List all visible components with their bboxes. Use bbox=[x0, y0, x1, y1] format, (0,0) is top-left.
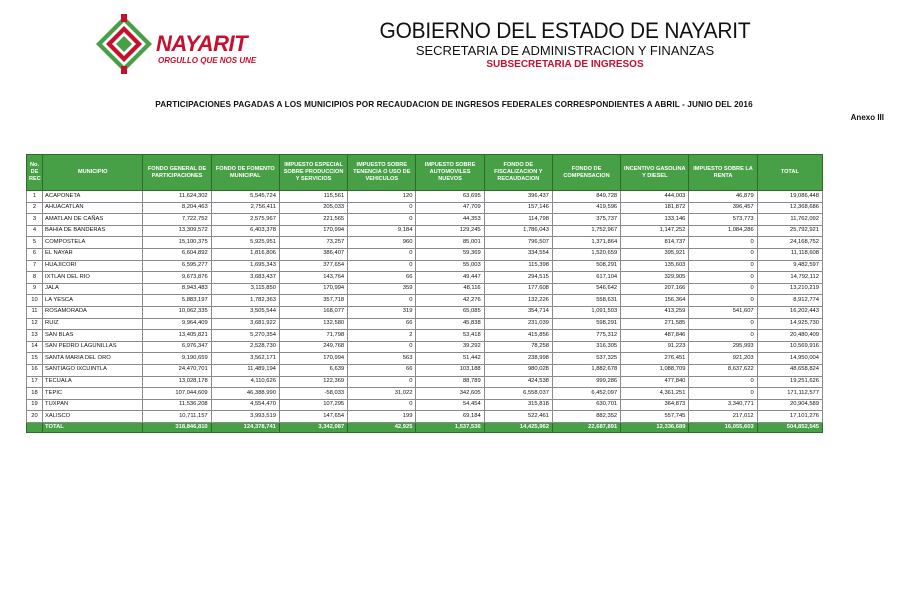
amount-cell: 396,437 bbox=[484, 191, 552, 203]
amount-cell: 1,782,363 bbox=[211, 295, 279, 307]
amount-cell: 53,418 bbox=[416, 330, 484, 342]
table-row bbox=[27, 341, 823, 353]
amount-cell: 882,352 bbox=[552, 411, 620, 423]
amount-cell: 44,353 bbox=[416, 214, 484, 226]
amount-cell: 0 bbox=[348, 341, 416, 353]
amount-cell: 168,077 bbox=[279, 306, 347, 318]
table-row bbox=[27, 260, 823, 272]
row-number-cell: 8 bbox=[27, 272, 43, 284]
amount-cell: 42,276 bbox=[416, 295, 484, 307]
amount-cell: 65,085 bbox=[416, 306, 484, 318]
amount-cell: 181,872 bbox=[621, 202, 689, 214]
amount-cell: 375,737 bbox=[552, 214, 620, 226]
amount-cell: 20,904,589 bbox=[757, 399, 822, 411]
amount-cell: 107,044,609 bbox=[143, 388, 211, 400]
amount-cell: 103,188 bbox=[416, 364, 484, 376]
amount-cell: 15,100,375 bbox=[143, 237, 211, 249]
nayarit-logo bbox=[94, 14, 284, 74]
column-header: INCENTIVO GASOLINA Y DIESEL bbox=[621, 155, 689, 191]
amount-cell: 522,461 bbox=[484, 411, 552, 423]
amount-cell: 775,312 bbox=[552, 330, 620, 342]
municipality-cell: XALISCO bbox=[43, 411, 143, 423]
amount-cell: 318,846,810 bbox=[143, 422, 211, 432]
table-row bbox=[27, 306, 823, 318]
column-header: FONDO DE COMPENSACION bbox=[552, 155, 620, 191]
amount-cell: 66 bbox=[348, 272, 416, 284]
amount-cell: 54,454 bbox=[416, 399, 484, 411]
amount-cell: 205,033 bbox=[279, 202, 347, 214]
total-row bbox=[27, 422, 823, 432]
table-row bbox=[27, 283, 823, 295]
amount-cell: 73,257 bbox=[279, 237, 347, 249]
column-header: FONDO DE FOMENTO MUNICIPAL bbox=[211, 155, 279, 191]
amount-cell: 357,718 bbox=[279, 295, 347, 307]
amount-cell: 217,012 bbox=[689, 411, 757, 423]
amount-cell: 2 bbox=[348, 330, 416, 342]
amount-cell: 364,873 bbox=[621, 399, 689, 411]
amount-cell: 11,118,608 bbox=[757, 248, 822, 260]
amount-cell: 316,305 bbox=[552, 341, 620, 353]
amount-cell: 231,039 bbox=[484, 318, 552, 330]
amount-cell: 1,695,343 bbox=[211, 260, 279, 272]
row-number-cell: 17 bbox=[27, 376, 43, 388]
amount-cell: 24,168,752 bbox=[757, 237, 822, 249]
amount-cell: 0 bbox=[348, 376, 416, 388]
table-row bbox=[27, 214, 823, 226]
municipality-cell: HUAJICORI bbox=[43, 260, 143, 272]
amount-cell: 114,798 bbox=[484, 214, 552, 226]
row-number-cell: 2 bbox=[27, 202, 43, 214]
row-number-cell: 11 bbox=[27, 306, 43, 318]
table-row bbox=[27, 191, 823, 203]
amount-cell: 115,561 bbox=[279, 191, 347, 203]
row-number-cell: 18 bbox=[27, 388, 43, 400]
amount-cell: 4,361,251 bbox=[621, 388, 689, 400]
amount-cell: 11,762,092 bbox=[757, 214, 822, 226]
amount-cell: 124,378,741 bbox=[211, 422, 279, 432]
amount-cell: 3,683,437 bbox=[211, 272, 279, 284]
amount-cell: 22,687,891 bbox=[552, 422, 620, 432]
amount-cell: 47,709 bbox=[416, 202, 484, 214]
amount-cell: 487,846 bbox=[621, 330, 689, 342]
amount-cell: 573,773 bbox=[689, 214, 757, 226]
amount-cell: 1,537,536 bbox=[416, 422, 484, 432]
table-row bbox=[27, 399, 823, 411]
amount-cell: 319 bbox=[348, 306, 416, 318]
amount-cell: 19,086,448 bbox=[757, 191, 822, 203]
amount-cell: 7,722,752 bbox=[143, 214, 211, 226]
amount-cell: 334,554 bbox=[484, 248, 552, 260]
amount-cell: 921,203 bbox=[689, 353, 757, 365]
amount-cell: 14,425,962 bbox=[484, 422, 552, 432]
amount-cell: 12,368,686 bbox=[757, 202, 822, 214]
amount-cell: 143,764 bbox=[279, 272, 347, 284]
amount-cell: 8,912,774 bbox=[757, 295, 822, 307]
amount-cell: 78,258 bbox=[484, 341, 552, 353]
amount-cell: 11,624,302 bbox=[143, 191, 211, 203]
amount-cell: 132,226 bbox=[484, 295, 552, 307]
amount-cell: 11,536,208 bbox=[143, 399, 211, 411]
amount-cell: 508,291 bbox=[552, 260, 620, 272]
amount-cell: 424,538 bbox=[484, 376, 552, 388]
amount-cell: 563 bbox=[348, 353, 416, 365]
amount-cell: 849,728 bbox=[552, 191, 620, 203]
amount-cell: 1,786,043 bbox=[484, 225, 552, 237]
column-header: IMPUESTO SOBRE LA RENTA bbox=[689, 155, 757, 191]
table-row bbox=[27, 330, 823, 342]
amount-cell: 147,654 bbox=[279, 411, 347, 423]
row-number-cell bbox=[27, 422, 43, 432]
amount-cell: 59,369 bbox=[416, 248, 484, 260]
amount-cell: 199 bbox=[348, 411, 416, 423]
table-row bbox=[27, 376, 823, 388]
municipality-cell: TUXPAN bbox=[43, 399, 143, 411]
amount-cell: 11,489,194 bbox=[211, 364, 279, 376]
amount-cell: 0 bbox=[689, 248, 757, 260]
row-number-cell: 19 bbox=[27, 399, 43, 411]
amount-cell: 3,562,171 bbox=[211, 353, 279, 365]
page-subtitle: SECRETARIA DE ADMINISTRACION Y FINANZAS bbox=[415, 43, 715, 58]
amount-cell: 271,585 bbox=[621, 318, 689, 330]
municipality-cell: SAN BLAS bbox=[43, 330, 143, 342]
amount-cell: 5,545,724 bbox=[211, 191, 279, 203]
amount-cell: 1,371,864 bbox=[552, 237, 620, 249]
amount-cell: 960 bbox=[348, 237, 416, 249]
column-header: IMPUESTO SOBRE AUTOMOVILES NUEVOS bbox=[416, 155, 484, 191]
municipality-cell: JALA bbox=[43, 283, 143, 295]
amount-cell: 66 bbox=[348, 318, 416, 330]
page-subtitle-secondary: SUBSECRETARIA DE INGRESOS bbox=[486, 59, 644, 70]
column-header: FONDO GENERAL DE PARTICIPACIONES bbox=[143, 155, 211, 191]
amount-cell: 0 bbox=[689, 376, 757, 388]
municipality-cell: COMPOSTELA bbox=[43, 237, 143, 249]
amount-cell: 8,637,622 bbox=[689, 364, 757, 376]
amount-cell: 3,681,922 bbox=[211, 318, 279, 330]
row-number-cell: 16 bbox=[27, 364, 43, 376]
amount-cell: 8,943,483 bbox=[143, 283, 211, 295]
amount-cell: 48,658,824 bbox=[757, 364, 822, 376]
amount-cell: 207,166 bbox=[621, 283, 689, 295]
row-number-cell: 3 bbox=[27, 214, 43, 226]
amount-cell: 395,921 bbox=[621, 248, 689, 260]
column-header: MUNICIPIO bbox=[43, 155, 143, 191]
table-row bbox=[27, 388, 823, 400]
amount-cell: 1,091,503 bbox=[552, 306, 620, 318]
amount-cell: 14,950,004 bbox=[757, 353, 822, 365]
row-number-cell: 13 bbox=[27, 330, 43, 342]
amount-cell: 91,223 bbox=[621, 341, 689, 353]
municipality-cell: RUIZ bbox=[43, 318, 143, 330]
brand-name: NAYARIT bbox=[156, 31, 248, 56]
amount-cell: 3,115,850 bbox=[211, 283, 279, 295]
amount-cell: 294,515 bbox=[484, 272, 552, 284]
row-number-cell: 5 bbox=[27, 237, 43, 249]
brand-slogan: ORGULLO QUE NOS UNE bbox=[158, 56, 257, 65]
amount-cell: 558,631 bbox=[552, 295, 620, 307]
column-header: IMPUESTO ESPECIAL SOBRE PRODUCCION Y SERVICIOS bbox=[279, 155, 347, 191]
amount-cell: 1,882,678 bbox=[552, 364, 620, 376]
amount-cell: 49,447 bbox=[416, 272, 484, 284]
amount-cell: 617,104 bbox=[552, 272, 620, 284]
amount-cell: 16,202,443 bbox=[757, 306, 822, 318]
amount-cell: 0 bbox=[348, 260, 416, 272]
amount-cell: 17,101,276 bbox=[757, 411, 822, 423]
amount-cell: 315,818 bbox=[484, 399, 552, 411]
municipality-cell: SAN PEDRO LAGUNILLAS bbox=[43, 341, 143, 353]
amount-cell: 9,190,659 bbox=[143, 353, 211, 365]
amount-cell: 9,184 bbox=[348, 225, 416, 237]
amount-cell: 13,405,821 bbox=[143, 330, 211, 342]
amount-cell: -58,033 bbox=[279, 388, 347, 400]
municipality-cell: TEPIC bbox=[43, 388, 143, 400]
amount-cell: 129,245 bbox=[416, 225, 484, 237]
amount-cell: 238,998 bbox=[484, 353, 552, 365]
amount-cell: 814,737 bbox=[621, 237, 689, 249]
document-header bbox=[300, 18, 830, 70]
amount-cell: 2,528,730 bbox=[211, 341, 279, 353]
municipality-cell: IXTLAN DEL RIO bbox=[43, 272, 143, 284]
municipality-cell: ACAPONETA bbox=[43, 191, 143, 203]
amount-cell: 25,792,921 bbox=[757, 225, 822, 237]
amount-cell: 354,714 bbox=[484, 306, 552, 318]
amount-cell: 115,398 bbox=[484, 260, 552, 272]
column-header: No. DE REC bbox=[27, 155, 43, 191]
page-title: GOBIERNO DEL ESTADO DE NAYARIT bbox=[379, 18, 751, 43]
municipality-cell: BAHIA DE BANDERAS bbox=[43, 225, 143, 237]
table-row bbox=[27, 295, 823, 307]
participations-table bbox=[26, 154, 823, 433]
amount-cell: 157,146 bbox=[484, 202, 552, 214]
amount-cell: 0 bbox=[348, 202, 416, 214]
table-row bbox=[27, 237, 823, 249]
report-title: PARTICIPACIONES PAGADAS A LOS MUNICIPIOS POR RECAUDACION DE INGRESOS FEDERALES CORRESPONDIENTES A ABRIL - JUNIO DEL 2016 bbox=[155, 100, 753, 109]
column-header: IMPUESTO SOBRE TENENCIA O USO DE VEHICULOS bbox=[348, 155, 416, 191]
amount-cell: 6,403,378 bbox=[211, 225, 279, 237]
amount-cell: 66 bbox=[348, 364, 416, 376]
header-row bbox=[27, 155, 823, 191]
row-number-cell: 15 bbox=[27, 353, 43, 365]
municipality-cell: AMATLAN DE CAÑAS bbox=[43, 214, 143, 226]
amount-cell: 13,028,178 bbox=[143, 376, 211, 388]
amount-cell: 3,342,087 bbox=[279, 422, 347, 432]
municipality-cell: SANTIAGO IXCUINTLA bbox=[43, 364, 143, 376]
amount-cell: 419,596 bbox=[552, 202, 620, 214]
amount-cell: 2,575,967 bbox=[211, 214, 279, 226]
amount-cell: 14,792,112 bbox=[757, 272, 822, 284]
amount-cell: 276,451 bbox=[621, 353, 689, 365]
amount-cell: 504,852,545 bbox=[757, 422, 822, 432]
amount-cell: 4,110,626 bbox=[211, 376, 279, 388]
amount-cell: 0 bbox=[348, 248, 416, 260]
table-row bbox=[27, 225, 823, 237]
amount-cell: 71,798 bbox=[279, 330, 347, 342]
amount-cell: 156,364 bbox=[621, 295, 689, 307]
amount-cell: 133,146 bbox=[621, 214, 689, 226]
row-number-cell: 14 bbox=[27, 341, 43, 353]
amount-cell: 171,112,577 bbox=[757, 388, 822, 400]
amount-cell: 63,695 bbox=[416, 191, 484, 203]
amount-cell: 0 bbox=[689, 260, 757, 272]
amount-cell: 1,752,967 bbox=[552, 225, 620, 237]
municipality-cell: LA YESCA bbox=[43, 295, 143, 307]
amount-cell: 46,388,990 bbox=[211, 388, 279, 400]
amount-cell: 0 bbox=[689, 330, 757, 342]
amount-cell: 9,673,876 bbox=[143, 272, 211, 284]
amount-cell: 386,407 bbox=[279, 248, 347, 260]
amount-cell: 9,482,597 bbox=[757, 260, 822, 272]
amount-cell: 10,711,157 bbox=[143, 411, 211, 423]
amount-cell: 170,994 bbox=[279, 353, 347, 365]
amount-cell: 45,838 bbox=[416, 318, 484, 330]
amount-cell: 557,745 bbox=[621, 411, 689, 423]
amount-cell: 0 bbox=[689, 283, 757, 295]
amount-cell: 546,642 bbox=[552, 283, 620, 295]
amount-cell: 1,520,659 bbox=[552, 248, 620, 260]
amount-cell: 329,905 bbox=[621, 272, 689, 284]
amount-cell: 10,062,335 bbox=[143, 306, 211, 318]
amount-cell: 39,292 bbox=[416, 341, 484, 353]
amount-cell: 0 bbox=[689, 272, 757, 284]
table-row bbox=[27, 248, 823, 260]
amount-cell: 6,452,097 bbox=[552, 388, 620, 400]
amount-cell: 9,964,409 bbox=[143, 318, 211, 330]
row-number-cell: 1 bbox=[27, 191, 43, 203]
amount-cell: 120 bbox=[348, 191, 416, 203]
column-header: FONDO DE FISCALIZACION Y RECAUDACION bbox=[484, 155, 552, 191]
amount-cell: 359 bbox=[348, 283, 416, 295]
amount-cell: 88,789 bbox=[416, 376, 484, 388]
amount-cell: 170,994 bbox=[279, 283, 347, 295]
amount-cell: 999,286 bbox=[552, 376, 620, 388]
amount-cell: 3,993,519 bbox=[211, 411, 279, 423]
amount-cell: 10,569,916 bbox=[757, 341, 822, 353]
amount-cell: 2,756,411 bbox=[211, 202, 279, 214]
amount-cell: 796,507 bbox=[484, 237, 552, 249]
municipality-cell: EL NAYAR bbox=[43, 248, 143, 260]
amount-cell: 46,879 bbox=[689, 191, 757, 203]
amount-cell: 295,993 bbox=[689, 341, 757, 353]
amount-cell: 221,565 bbox=[279, 214, 347, 226]
table-row bbox=[27, 318, 823, 330]
annex-label: Anexo III bbox=[850, 113, 884, 122]
amount-cell: 6,639 bbox=[279, 364, 347, 376]
amount-cell: 4,554,470 bbox=[211, 399, 279, 411]
amount-cell: 980,028 bbox=[484, 364, 552, 376]
amount-cell: 377,654 bbox=[279, 260, 347, 272]
amount-cell: 1,088,709 bbox=[621, 364, 689, 376]
amount-cell: 342,605 bbox=[416, 388, 484, 400]
amount-cell: 0 bbox=[689, 295, 757, 307]
municipality-cell: TOTAL bbox=[43, 422, 143, 432]
amount-cell: 630,701 bbox=[552, 399, 620, 411]
row-number-cell: 7 bbox=[27, 260, 43, 272]
amount-cell: 42,925 bbox=[348, 422, 416, 432]
amount-cell: 0 bbox=[348, 399, 416, 411]
amount-cell: 5,270,354 bbox=[211, 330, 279, 342]
amount-cell: 24,470,701 bbox=[143, 364, 211, 376]
amount-cell: 537,325 bbox=[552, 353, 620, 365]
amount-cell: 16,055,603 bbox=[689, 422, 757, 432]
table-body bbox=[27, 191, 823, 433]
amount-cell: 1,147,252 bbox=[621, 225, 689, 237]
table-row bbox=[27, 364, 823, 376]
amount-cell: 0 bbox=[689, 318, 757, 330]
amount-cell: 249,768 bbox=[279, 341, 347, 353]
amount-cell: 122,369 bbox=[279, 376, 347, 388]
amount-cell: 3,340,771 bbox=[689, 399, 757, 411]
amount-cell: 107,295 bbox=[279, 399, 347, 411]
amount-cell: 177,608 bbox=[484, 283, 552, 295]
amount-cell: 1,084,286 bbox=[689, 225, 757, 237]
amount-cell: 6,595,277 bbox=[143, 260, 211, 272]
column-header: TOTAL bbox=[757, 155, 822, 191]
table-row bbox=[27, 353, 823, 365]
amount-cell: 13,309,572 bbox=[143, 225, 211, 237]
amount-cell: 8,204,463 bbox=[143, 202, 211, 214]
amount-cell: 135,603 bbox=[621, 260, 689, 272]
amount-cell: 69,184 bbox=[416, 411, 484, 423]
amount-cell: 3,505,544 bbox=[211, 306, 279, 318]
table-row bbox=[27, 411, 823, 423]
amount-cell: 14,925,730 bbox=[757, 318, 822, 330]
amount-cell: 0 bbox=[689, 237, 757, 249]
amount-cell: 6,604,892 bbox=[143, 248, 211, 260]
amount-cell: 444,003 bbox=[621, 191, 689, 203]
amount-cell: 415,856 bbox=[484, 330, 552, 342]
amount-cell: 5,883,197 bbox=[143, 295, 211, 307]
amount-cell: 19,251,626 bbox=[757, 376, 822, 388]
amount-cell: 541,607 bbox=[689, 306, 757, 318]
row-number-cell: 6 bbox=[27, 248, 43, 260]
amount-cell: 477,840 bbox=[621, 376, 689, 388]
row-number-cell: 12 bbox=[27, 318, 43, 330]
amount-cell: 0 bbox=[348, 295, 416, 307]
amount-cell: 51,442 bbox=[416, 353, 484, 365]
amount-cell: 5,925,951 bbox=[211, 237, 279, 249]
nayarit-emblem-icon bbox=[94, 14, 154, 74]
table-header bbox=[27, 155, 823, 191]
amount-cell: 31,022 bbox=[348, 388, 416, 400]
row-number-cell: 20 bbox=[27, 411, 43, 423]
municipality-cell: SANTA MARIA DEL ORO bbox=[43, 353, 143, 365]
amount-cell: 55,003 bbox=[416, 260, 484, 272]
amount-cell: 85,001 bbox=[416, 237, 484, 249]
amount-cell: 13,210,219 bbox=[757, 283, 822, 295]
amount-cell: 48,116 bbox=[416, 283, 484, 295]
amount-cell: 6,976,347 bbox=[143, 341, 211, 353]
amount-cell: 20,480,409 bbox=[757, 330, 822, 342]
amount-cell: 598,291 bbox=[552, 318, 620, 330]
amount-cell: 132,580 bbox=[279, 318, 347, 330]
municipality-cell: AHUACATLAN bbox=[43, 202, 143, 214]
amount-cell: 12,336,689 bbox=[621, 422, 689, 432]
row-number-cell: 10 bbox=[27, 295, 43, 307]
municipality-cell: ROSAMORADA bbox=[43, 306, 143, 318]
table-row bbox=[27, 202, 823, 214]
amount-cell: 0 bbox=[348, 214, 416, 226]
table-row bbox=[27, 272, 823, 284]
amount-cell: 396,457 bbox=[689, 202, 757, 214]
row-number-cell: 4 bbox=[27, 225, 43, 237]
amount-cell: 1,816,806 bbox=[211, 248, 279, 260]
row-number-cell: 9 bbox=[27, 283, 43, 295]
amount-cell: 413,259 bbox=[621, 306, 689, 318]
amount-cell: 6,558,037 bbox=[484, 388, 552, 400]
amount-cell: 0 bbox=[689, 388, 757, 400]
municipality-cell: TECUALA bbox=[43, 376, 143, 388]
amount-cell: 170,994 bbox=[279, 225, 347, 237]
